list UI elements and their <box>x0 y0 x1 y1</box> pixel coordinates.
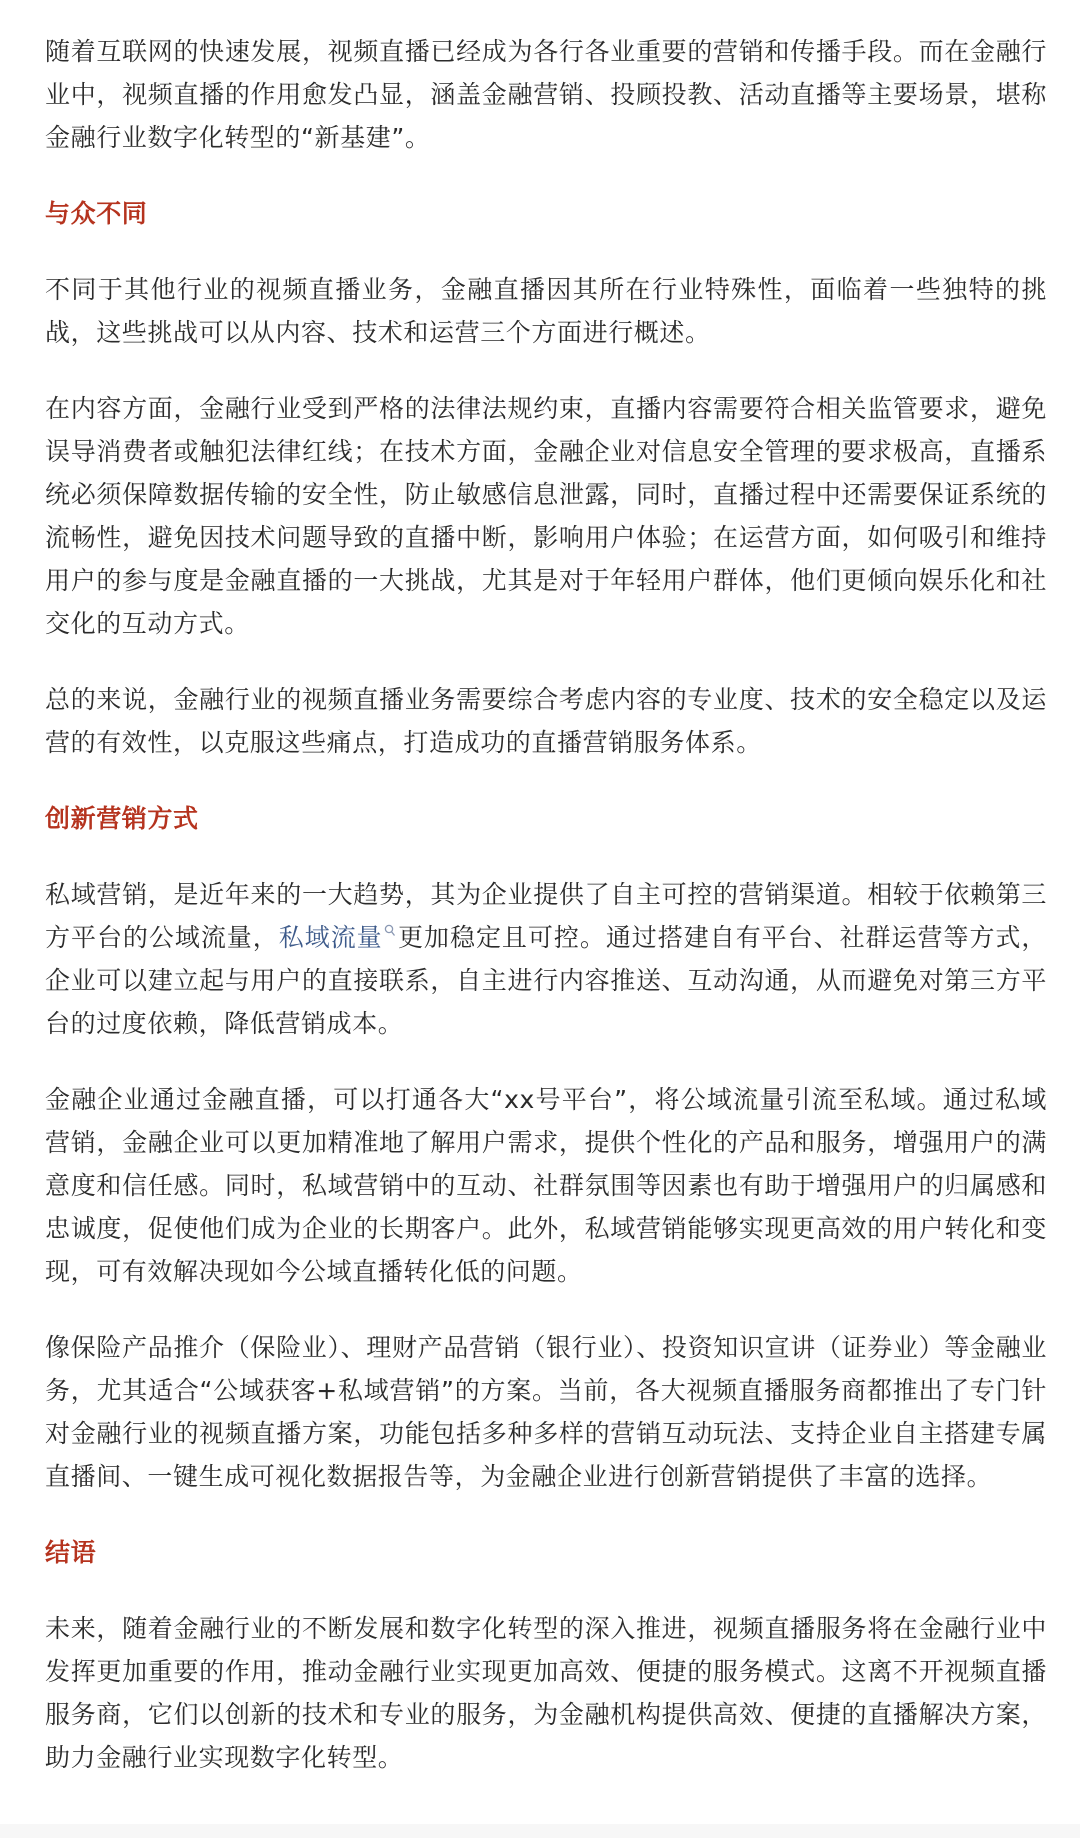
private-traffic-link[interactable]: 私域流量 <box>278 923 383 952</box>
solutions-paragraph: 像保险产品推介（保险业）、理财产品营销（银行业）、投资知识宣讲（证券业）等金融业务，尤其适合“公域获客+私域营销”的方案。当前，各大视频直播服务商都推出了专门针对金融行业的视频直播方案，功能包括多种多样的营销互动玩法、支持企业自主搭建专属直播间、一键生成可视化数据报告等，为金融企业进行创新营销提供了丰富的选择。 <box>45 1333 1047 1491</box>
challenges-intro-paragraph: 不同于其他行业的视频直播业务，金融直播因其所在行业特殊性，面临着一些独特的挑战，这些挑战可以从内容、技术和运营三个方面进行概述。 <box>45 275 1047 347</box>
search-icon[interactable] <box>384 924 396 938</box>
challenges-summary-paragraph: 总的来说，金融行业的视频直播业务需要综合考虑内容的专业度、技术的安全稳定以及运营的有效性，以克服这些痛点，打造成功的直播营销服务体系。 <box>45 685 1047 757</box>
section-heading-different: 与众不同 <box>45 199 148 228</box>
section-heading-conclusion: 结语 <box>45 1538 97 1567</box>
finance-live-paragraph: 金融企业通过金融直播，可以打通各大“xx号平台”，将公域流量引流至私域。通过私域营销，金融企业可以更加精准地了解用户需求，提供个性化的产品和服务，增强用户的满意度和信任感。同时，私域营销中的互动、社群氛围等因素也有助于增强用户的归属感和忠诚度，促使他们成为企业的长期客户。此外，私域营销能够实现更高效的用户转化和变现，可有效解决现如今公域直播转化低的问题。 <box>45 1085 1047 1286</box>
private-domain-paragraph <box>45 873 1047 1045</box>
intro-paragraph: 随着互联网的快速发展，视频直播已经成为各行各业重要的营销和传播手段。而在金融行业中，视频直播的作用愈发凸显，涵盖金融营销、投顾投教、活动直播等主要场景，堪称金融行业数字化转型的“新基建”。 <box>45 37 1047 152</box>
private-domain-text-after: 更加稳定且可控。通过搭建自有平台、社群运营等方式，企业可以建立起与用户的直接联系，自主进行内容推送、互动沟通，从而避免对第三方平台的过度依赖，降低营销成本。 <box>45 923 1047 1038</box>
section-heading-innovation: 创新营销方式 <box>45 804 199 833</box>
private-domain-text-before: 私域营销，是近年来的一大趋势，其为企业提供了自主可控的营销渠道。相较于依赖第三方平台的公域流量， <box>45 880 1047 952</box>
conclusion-paragraph: 未来，随着金融行业的不断发展和数字化转型的深入推进，视频直播服务将在金融行业中发挥更加重要的作用，推动金融行业实现更加高效、便捷的服务模式。这离不开视频直播服务商，它们以创新的技术和专业的服务，为金融机构提供高效、便捷的直播解决方案，助力金融行业实现数字化转型。 <box>45 1614 1047 1772</box>
bottom-edge <box>0 1824 1080 1838</box>
challenges-detail-paragraph: 在内容方面，金融行业受到严格的法律法规约束，直播内容需要符合相关监管要求，避免误导消费者或触犯法律红线；在技术方面，金融企业对信息安全管理的要求极高，直播系统必须保障数据传输的安全性，防止敏感信息泄露，同时，直播过程中还需要保证系统的流畅性，避免因技术问题导致的直播中断，影响用户体验；在运营方面，如何吸引和维持用户的参与度是金融直播的一大挑战，尤其是对于年轻用户群体，他们更倾向娱乐化和社交化的互动方式。 <box>45 394 1047 638</box>
